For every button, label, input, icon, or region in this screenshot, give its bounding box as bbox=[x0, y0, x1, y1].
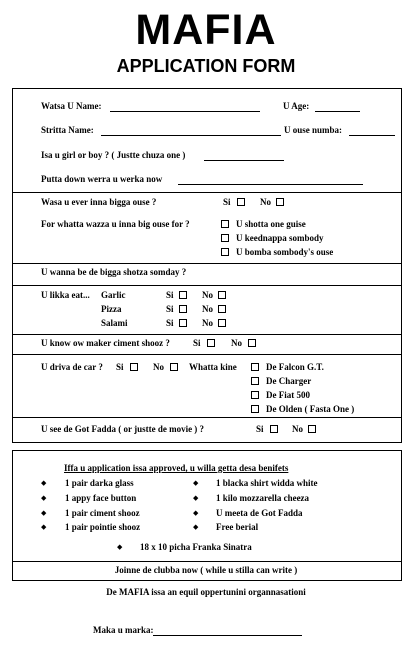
ciment-yes-label: Si bbox=[193, 338, 201, 348]
section-divider bbox=[13, 354, 401, 355]
join-text: Joinne de clubba now ( while u stilla can write ) bbox=[114, 565, 298, 575]
food-pizza-yes-checkbox[interactable] bbox=[179, 305, 187, 313]
food-garlic-no-label: No bbox=[202, 290, 213, 300]
foods-question: U likka eat... bbox=[41, 290, 90, 300]
ciment-question: U know ow maker ciment shooz ? bbox=[41, 338, 170, 348]
car-yes-label: Si bbox=[116, 362, 124, 372]
bullet-icon: ◆ bbox=[117, 543, 123, 551]
age-field[interactable] bbox=[315, 111, 360, 112]
street-label: Stritta Name: bbox=[41, 125, 94, 135]
benefit-left-1: 1 pair darka glass bbox=[65, 478, 134, 488]
benefit-right-3: U meeta de Got Fadda bbox=[216, 508, 303, 518]
section-divider bbox=[13, 192, 401, 193]
food-garlic-no-checkbox[interactable] bbox=[218, 291, 226, 299]
food-salami-yes-checkbox[interactable] bbox=[179, 319, 187, 327]
bullet-icon: ◆ bbox=[41, 494, 47, 502]
bullet-icon: ◆ bbox=[193, 509, 199, 517]
bullet-icon: ◆ bbox=[41, 479, 47, 487]
reason-shot-label: U shotta one guise bbox=[236, 219, 306, 229]
equal-opportunity-text: De MAFIA issa an equil oppertunini organnasationi bbox=[106, 587, 306, 597]
big-house-yes-label: Si bbox=[223, 197, 231, 207]
reason-bomb-checkbox[interactable] bbox=[221, 248, 229, 256]
ciment-no-label: No bbox=[231, 338, 242, 348]
car-no-label: No bbox=[153, 362, 164, 372]
benefits-heading: Iffa u application issa approved, u willa getta desa benifets bbox=[64, 463, 289, 473]
main-form-box bbox=[12, 88, 402, 443]
big-house-no-label: No bbox=[260, 197, 271, 207]
food-salami-label: Salami bbox=[101, 318, 128, 328]
bullet-icon: ◆ bbox=[41, 509, 47, 517]
house-number-field[interactable] bbox=[349, 135, 395, 136]
reason-kidnap-checkbox[interactable] bbox=[221, 234, 229, 242]
work-field[interactable] bbox=[178, 184, 363, 185]
movie-no-label: No bbox=[292, 424, 303, 434]
big-house-no-checkbox[interactable] bbox=[276, 198, 284, 206]
reason-kidnap-label: U keednappa sombody bbox=[236, 233, 324, 243]
movie-question: U see de Got Fadda ( or justte de movie ) ? bbox=[41, 424, 205, 434]
ciment-no-checkbox[interactable] bbox=[248, 339, 256, 347]
bullet-icon: ◆ bbox=[193, 479, 199, 487]
food-pizza-no-checkbox[interactable] bbox=[218, 305, 226, 313]
car-fiat-label: De Fiat 500 bbox=[266, 390, 310, 400]
car-fiat-checkbox[interactable] bbox=[251, 391, 259, 399]
house-number-label: U ouse numba: bbox=[284, 125, 343, 135]
car-charger-label: De Charger bbox=[266, 376, 312, 386]
benefit-right-2: 1 kilo mozzarella cheeza bbox=[216, 493, 310, 503]
reason-shot-checkbox[interactable] bbox=[221, 220, 229, 228]
benefit-left-4: 1 pair pointie shooz bbox=[65, 522, 141, 532]
car-yes-checkbox[interactable] bbox=[130, 363, 138, 371]
section-divider bbox=[13, 285, 401, 286]
movie-no-checkbox[interactable] bbox=[308, 425, 316, 433]
benefit-right-1: 1 blacka shirt widda white bbox=[216, 478, 318, 488]
benefits-divider bbox=[13, 561, 401, 562]
movie-yes-label: Si bbox=[256, 424, 264, 434]
food-salami-no-checkbox[interactable] bbox=[218, 319, 226, 327]
bullet-icon: ◆ bbox=[193, 523, 199, 531]
food-garlic-yes-label: Si bbox=[166, 290, 174, 300]
mark-field[interactable] bbox=[153, 635, 302, 636]
car-falcon-label: De Falcon G.T. bbox=[266, 362, 324, 372]
food-salami-yes-label: Si bbox=[166, 318, 174, 328]
movie-yes-checkbox[interactable] bbox=[270, 425, 278, 433]
reason-bomb-label: U bomba sombody's ouse bbox=[236, 247, 334, 257]
gender-field[interactable] bbox=[204, 160, 284, 161]
food-salami-no-label: No bbox=[202, 318, 213, 328]
age-label: U Age: bbox=[283, 101, 310, 111]
food-garlic-yes-checkbox[interactable] bbox=[179, 291, 187, 299]
name-label: Watsa U Name: bbox=[41, 101, 102, 111]
form-title: MAFIA bbox=[135, 6, 277, 54]
benefit-extra: 18 x 10 picha Franka Sinatra bbox=[140, 542, 252, 552]
mark-label: Maka u marka: bbox=[93, 625, 154, 635]
benefit-left-2: 1 appy face button bbox=[65, 493, 137, 503]
benefit-left-3: 1 pair ciment shooz bbox=[65, 508, 140, 518]
shotza-question: U wanna be de bigga shotza somday ? bbox=[41, 267, 187, 277]
name-field[interactable] bbox=[110, 111, 260, 112]
car-falcon-checkbox[interactable] bbox=[251, 363, 259, 371]
benefit-right-4: Free berial bbox=[216, 522, 259, 532]
ciment-yes-checkbox[interactable] bbox=[207, 339, 215, 347]
form-subtitle: APPLICATION FORM bbox=[116, 56, 296, 76]
car-charger-checkbox[interactable] bbox=[251, 377, 259, 385]
gender-label: Isa u girl or boy ? ( Justte chuza one ) bbox=[41, 150, 186, 160]
big-house-yes-checkbox[interactable] bbox=[237, 198, 245, 206]
car-olden-label: De Olden ( Fasta One ) bbox=[266, 404, 355, 414]
car-olden-checkbox[interactable] bbox=[251, 405, 259, 413]
work-label: Putta down werra u werka now bbox=[41, 174, 163, 184]
bullet-icon: ◆ bbox=[193, 494, 199, 502]
big-house-question: Wasa u ever inna bigga ouse ? bbox=[41, 197, 157, 207]
street-field[interactable] bbox=[101, 135, 281, 136]
reason-question: For whatta wazza u inna big ouse for ? bbox=[41, 219, 190, 229]
food-pizza-no-label: No bbox=[202, 304, 213, 314]
car-question: U driva de car ? bbox=[41, 362, 103, 372]
section-divider bbox=[13, 334, 401, 335]
food-pizza-label: Pizza bbox=[101, 304, 122, 314]
food-pizza-yes-label: Si bbox=[166, 304, 174, 314]
car-kind-label: Whatta kine bbox=[189, 362, 237, 372]
food-garlic-label: Garlic bbox=[101, 290, 126, 300]
section-divider bbox=[13, 417, 401, 418]
bullet-icon: ◆ bbox=[41, 523, 47, 531]
car-no-checkbox[interactable] bbox=[170, 363, 178, 371]
section-divider bbox=[13, 263, 401, 264]
